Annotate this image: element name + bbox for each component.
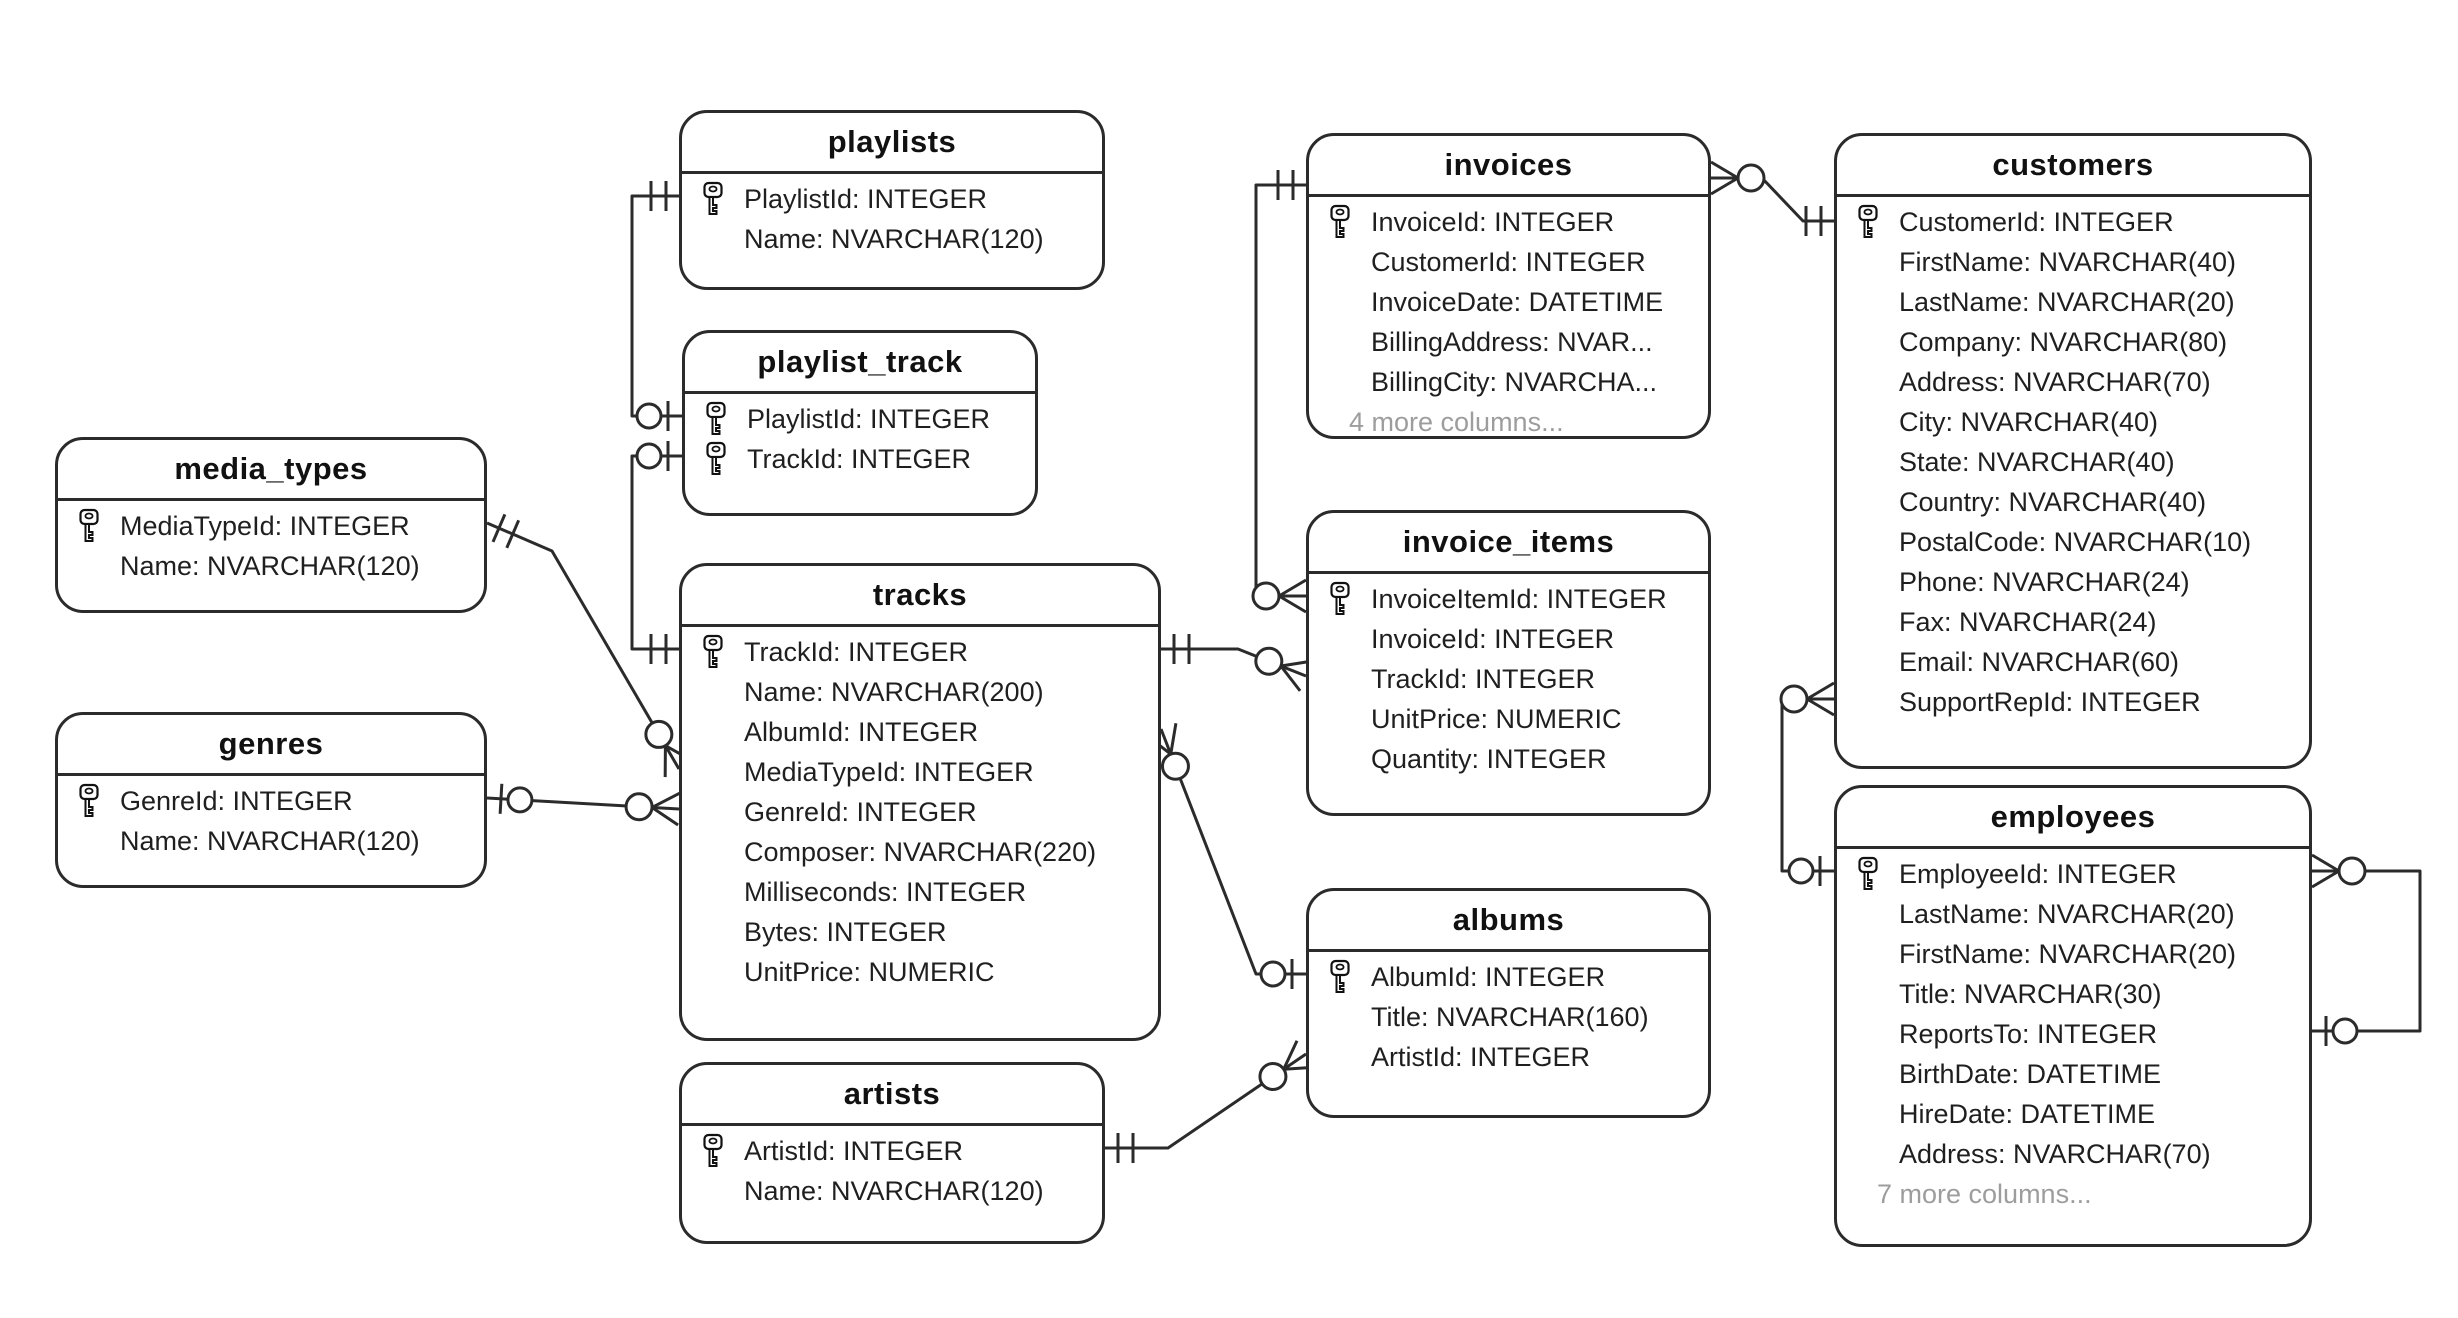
- field-label: PlaylistId: INTEGER: [747, 403, 991, 434]
- field-label: InvoiceId: INTEGER: [1371, 206, 1615, 237]
- field-label: BillingAddress: NVAR...: [1371, 326, 1653, 357]
- field-row: [58, 546, 484, 586]
- field-list: [682, 1126, 1102, 1211]
- primary-key-icon: [703, 442, 730, 477]
- field-label: InvoiceDate: DATETIME: [1371, 286, 1664, 317]
- field-row: [1309, 739, 1708, 779]
- field-label: Name: NVARCHAR(120): [120, 550, 420, 581]
- field-label: ArtistId: INTEGER: [1371, 1041, 1591, 1072]
- field-label: 4 more columns...: [1349, 406, 1564, 437]
- field-label: Title: NVARCHAR(160): [1371, 1001, 1649, 1032]
- field-label: Name: NVARCHAR(120): [744, 1175, 1044, 1206]
- field-row: [1309, 242, 1708, 282]
- field-row: [682, 752, 1158, 792]
- field-row: [682, 792, 1158, 832]
- field-label: State: NVARCHAR(40): [1899, 446, 2175, 477]
- field-label: BirthDate: DATETIME: [1899, 1058, 2162, 1089]
- relationship-media_types.MediaTypeId-to-tracks.MediaTypeId: [487, 514, 693, 777]
- field-label: PostalCode: NVARCHAR(10): [1899, 526, 2252, 557]
- primary-key-icon: [1327, 205, 1354, 240]
- field-label: Fax: NVARCHAR(24): [1899, 606, 2157, 637]
- field-label: FirstName: NVARCHAR(40): [1899, 246, 2237, 277]
- field-label: MediaTypeId: INTEGER: [744, 756, 1034, 787]
- field-label: HireDate: DATETIME: [1899, 1098, 2156, 1129]
- field-label: ReportsTo: INTEGER: [1899, 1018, 2158, 1049]
- field-list: [1837, 849, 2309, 1214]
- field-label: Company: NVARCHAR(80): [1899, 326, 2228, 357]
- field-label: Title: NVARCHAR(30): [1899, 978, 2162, 1009]
- field-label: TrackId: INTEGER: [744, 636, 969, 667]
- field-row: [1837, 1134, 2309, 1174]
- field-label: Email: NVARCHAR(60): [1899, 646, 2180, 677]
- field-label: FirstName: NVARCHAR(20): [1899, 938, 2237, 969]
- more-columns-note: [1309, 402, 1708, 439]
- field-row: [1837, 362, 2309, 402]
- field-list: [1309, 952, 1708, 1077]
- field-label: InvoiceId: INTEGER: [1371, 623, 1615, 654]
- primary-key-icon: [1327, 960, 1354, 995]
- relationship-tracks.TrackId-to-invoice_items.TrackId: [1161, 634, 1312, 691]
- field-label: ArtistId: INTEGER: [744, 1135, 964, 1166]
- field-row: [682, 632, 1158, 672]
- field-row: [682, 672, 1158, 712]
- field-row: [1837, 242, 2309, 282]
- field-list: [685, 394, 1035, 479]
- field-label: Country: NVARCHAR(40): [1899, 486, 2207, 517]
- field-label: CustomerId: INTEGER: [1371, 246, 1646, 277]
- relationship-employees.EmployeeId-to-employees.ReportsTo: [2312, 855, 2420, 1046]
- field-list: [1837, 197, 2309, 722]
- field-label: LastName: NVARCHAR(20): [1899, 898, 2235, 929]
- primary-key-icon: [700, 1134, 727, 1169]
- field-row: [1309, 699, 1708, 739]
- field-label: Address: NVARCHAR(70): [1899, 1138, 2211, 1169]
- table-title-genres: genres: [58, 715, 484, 776]
- table-invoice_items[interactable]: [1306, 510, 1711, 816]
- relationship-customers.SupportRepId-to-employees.EmployeeId: [1781, 683, 1834, 886]
- field-row: [58, 506, 484, 546]
- relationship-invoices.CustomerId-to-customers.CustomerId: [1711, 162, 1834, 236]
- table-customers[interactable]: [1834, 133, 2312, 769]
- field-row: [1309, 619, 1708, 659]
- field-row: [1837, 322, 2309, 362]
- table-title-tracks: tracks: [682, 566, 1158, 627]
- table-playlist_track[interactable]: [682, 330, 1038, 516]
- field-row: [1837, 1054, 2309, 1094]
- primary-key-icon: [700, 182, 727, 217]
- field-row: [682, 712, 1158, 752]
- field-row: [1837, 402, 2309, 442]
- field-label: Bytes: INTEGER: [744, 916, 947, 947]
- field-row: [1837, 482, 2309, 522]
- field-label: City: NVARCHAR(40): [1899, 406, 2159, 437]
- table-title-albums: albums: [1309, 891, 1708, 952]
- field-label: TrackId: INTEGER: [1371, 663, 1596, 694]
- table-title-customers: customers: [1837, 136, 2309, 197]
- field-label: Phone: NVARCHAR(24): [1899, 566, 2190, 597]
- more-columns-note: [1837, 1174, 2309, 1214]
- table-playlists[interactable]: [679, 110, 1105, 290]
- field-row: [1309, 362, 1708, 402]
- field-label: MediaTypeId: INTEGER: [120, 510, 410, 541]
- table-title-playlist_track: playlist_track: [685, 333, 1035, 394]
- field-row: [1837, 442, 2309, 482]
- field-row: [1309, 322, 1708, 362]
- table-employees[interactable]: [1834, 785, 2312, 1247]
- field-list: [682, 627, 1158, 992]
- field-label: GenreId: INTEGER: [744, 796, 977, 827]
- field-row: [1837, 642, 2309, 682]
- field-label: SupportRepId: INTEGER: [1899, 686, 2201, 717]
- field-label: Address: NVARCHAR(70): [1899, 366, 2211, 397]
- field-row: [1837, 682, 2309, 722]
- relationship-tracks.TrackId-to-playlist_track.TrackId: [632, 441, 682, 664]
- primary-key-icon: [1855, 857, 1882, 892]
- field-list: [682, 174, 1102, 259]
- field-label: Name: NVARCHAR(200): [744, 676, 1044, 707]
- field-row: [1837, 202, 2309, 242]
- field-label: GenreId: INTEGER: [120, 785, 353, 816]
- field-label: CustomerId: INTEGER: [1899, 206, 2174, 237]
- field-row: [1837, 974, 2309, 1014]
- field-row: [1837, 854, 2309, 894]
- relationship-playlists.PlaylistId-to-playlist_track.PlaylistId: [632, 181, 682, 431]
- field-list: [58, 501, 484, 586]
- table-title-invoice_items: invoice_items: [1309, 513, 1708, 574]
- field-row: [682, 832, 1158, 872]
- field-row: [1837, 562, 2309, 602]
- field-list: [58, 776, 484, 861]
- field-row: [1309, 1037, 1708, 1077]
- field-row: [682, 219, 1102, 259]
- field-label: TrackId: INTEGER: [747, 443, 972, 474]
- field-row: [1309, 282, 1708, 322]
- field-label: Milliseconds: INTEGER: [744, 876, 1027, 907]
- relationship-invoices.InvoiceId-to-invoice_items.InvoiceId: [1253, 170, 1306, 612]
- table-artists[interactable]: [679, 1062, 1105, 1244]
- field-row: [682, 912, 1158, 952]
- field-label: BillingCity: NVARCHA...: [1371, 366, 1658, 397]
- field-row: [1309, 997, 1708, 1037]
- field-row: [1837, 894, 2309, 934]
- field-label: AlbumId: INTEGER: [744, 716, 979, 747]
- field-row: [1837, 602, 2309, 642]
- field-list: [1309, 574, 1708, 779]
- primary-key-icon: [700, 635, 727, 670]
- field-row: [58, 781, 484, 821]
- table-invoices[interactable]: [1306, 133, 1711, 439]
- field-list: [1309, 197, 1708, 439]
- field-label: LastName: NVARCHAR(20): [1899, 286, 2235, 317]
- field-row: [1309, 659, 1708, 699]
- field-row: [685, 439, 1035, 479]
- field-label: Name: NVARCHAR(120): [744, 223, 1044, 254]
- field-row: [1837, 522, 2309, 562]
- field-row: [58, 821, 484, 861]
- field-label: Quantity: INTEGER: [1371, 743, 1607, 774]
- field-row: [682, 872, 1158, 912]
- primary-key-icon: [1327, 582, 1354, 617]
- field-row: [682, 179, 1102, 219]
- primary-key-icon: [76, 784, 103, 819]
- field-row: [1309, 579, 1708, 619]
- table-title-invoices: invoices: [1309, 136, 1708, 197]
- relationship-genres.GenreId-to-tracks.GenreId: [487, 784, 680, 825]
- primary-key-icon: [76, 509, 103, 544]
- primary-key-icon: [703, 402, 730, 437]
- table-title-playlists: playlists: [682, 113, 1102, 174]
- field-label: AlbumId: INTEGER: [1371, 961, 1606, 992]
- table-tracks[interactable]: [679, 563, 1161, 1041]
- field-label: UnitPrice: NUMERIC: [744, 956, 995, 987]
- field-row: [682, 952, 1158, 992]
- field-label: InvoiceItemId: INTEGER: [1371, 583, 1667, 614]
- field-row: [1837, 1094, 2309, 1134]
- table-albums[interactable]: [1306, 888, 1711, 1118]
- table-title-employees: employees: [1837, 788, 2309, 849]
- field-row: [1837, 1014, 2309, 1054]
- field-label: EmployeeId: INTEGER: [1899, 858, 2177, 889]
- field-label: Name: NVARCHAR(120): [120, 825, 420, 856]
- field-label: Composer: NVARCHAR(220): [744, 836, 1097, 867]
- field-row: [1837, 934, 2309, 974]
- table-media_types[interactable]: [55, 437, 487, 613]
- table-title-media_types: media_types: [58, 440, 484, 501]
- field-row: [682, 1171, 1102, 1211]
- relationship-tracks.AlbumId-to-albums.AlbumId: [1146, 723, 1306, 989]
- field-row: [1309, 957, 1708, 997]
- table-genres[interactable]: [55, 712, 487, 888]
- relationship-artists.ArtistId-to-albums.ArtistId: [1105, 1041, 1315, 1163]
- field-row: [1837, 282, 2309, 322]
- field-row: [682, 1131, 1102, 1171]
- primary-key-icon: [1855, 205, 1882, 240]
- field-label: 7 more columns...: [1877, 1178, 2092, 1209]
- field-row: [1309, 202, 1708, 242]
- field-label: UnitPrice: NUMERIC: [1371, 703, 1622, 734]
- field-label: PlaylistId: INTEGER: [744, 183, 988, 214]
- table-title-artists: artists: [682, 1065, 1102, 1126]
- field-row: [685, 399, 1035, 439]
